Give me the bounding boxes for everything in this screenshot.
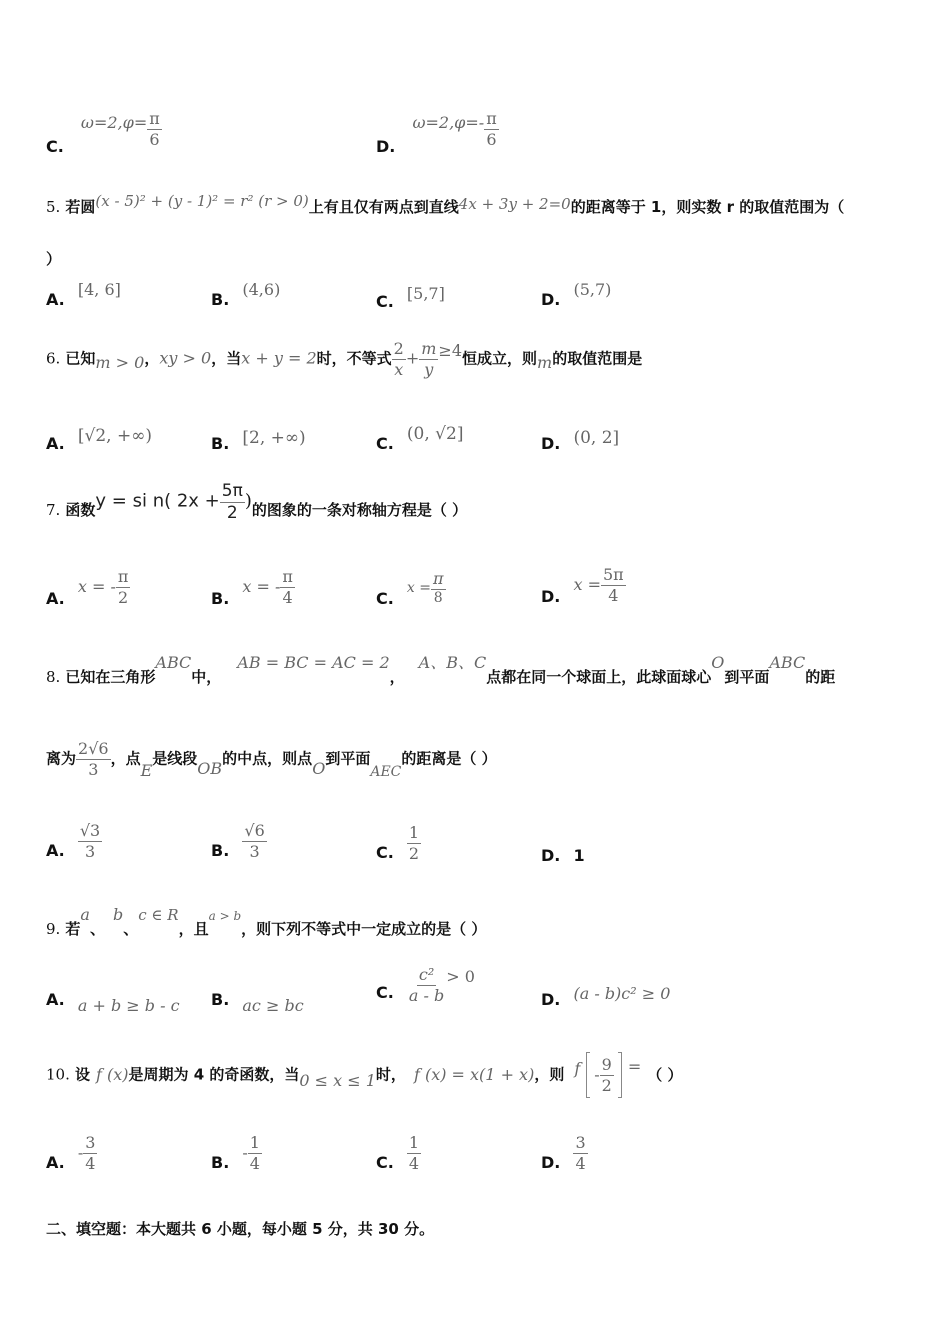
q6-option-c[interactable] (376, 424, 464, 453)
question-number: 10. (46, 1065, 70, 1084)
option-label: A. (46, 434, 65, 453)
option-label: B. (211, 840, 230, 860)
fraction: $\frac{\pi}{2}$ (117, 567, 129, 607)
option-value: [√2, +∞) (77, 426, 152, 446)
line-equation: 4x + 3y + 2=0 (458, 195, 571, 213)
math: O (711, 653, 725, 672)
bracket-left (586, 1052, 590, 1098)
stem-text: 的取值范围是 (552, 349, 643, 368)
question-number: 9. (46, 920, 61, 938)
math: AEC (370, 763, 402, 780)
math: b (112, 905, 124, 924)
q10-option-d[interactable] (541, 1134, 588, 1172)
stem-text: 上有且仅有两点到直线 (308, 198, 459, 216)
option-value: (a - b)c² ≥ 0 (573, 984, 671, 1003)
operator: = (627, 1056, 642, 1076)
option-label: B. (211, 290, 230, 309)
operator: + (405, 348, 420, 368)
stem-text: 是线段 (152, 749, 198, 768)
option-label: C. (376, 842, 394, 862)
q10-option-a[interactable] (46, 1134, 97, 1172)
option-label: B. (211, 1152, 230, 1172)
stem-text: （ ） (647, 1065, 683, 1084)
math: O (312, 758, 326, 778)
math: E (140, 760, 153, 780)
fraction: $\frac{\pi}{6}$ (149, 109, 160, 149)
math: f (x) (95, 1064, 129, 1084)
option-value: x = - (77, 576, 116, 596)
fraction: $\frac{5\pi}{4}$ (602, 565, 624, 605)
stem-text: 设 (74, 1065, 90, 1084)
math: OB (197, 758, 223, 778)
q8-option-c[interactable] (376, 824, 421, 862)
q10-option-c[interactable] (376, 1134, 421, 1172)
question-number: 6. (46, 349, 61, 368)
operator: ≥4 (438, 340, 462, 360)
stem-text: 的距离是（ ） (401, 749, 497, 768)
q5-option-b[interactable] (211, 280, 281, 309)
stem-text: ，当 (211, 349, 242, 368)
option-label: D. (541, 434, 561, 453)
q5-option-d[interactable] (541, 280, 612, 309)
option-value: (5,7) (573, 280, 612, 299)
q6-option-b[interactable] (211, 428, 306, 453)
q10-option-b[interactable] (211, 1134, 262, 1172)
option-label: D. (541, 1152, 561, 1172)
fraction: $\frac{1}{4}$ (249, 1133, 260, 1173)
q6-option-d[interactable] (541, 428, 620, 453)
stem-text: 时，不等式 (316, 349, 392, 368)
stem-text: 若 (65, 920, 81, 938)
stem-text: 若圆 (65, 198, 96, 216)
option-value: x = (406, 580, 431, 597)
variable: m (537, 352, 553, 372)
option-label: D. (541, 846, 561, 865)
paren: ) (244, 490, 252, 512)
question-number: 5. (46, 198, 61, 216)
q10-stem (46, 1052, 683, 1098)
stem-text: 恒成立，则 (462, 349, 538, 368)
fraction: $\frac{\pi}{8}$ (433, 569, 444, 606)
math: a > b (208, 909, 242, 923)
stem-text: ，则下列不等式中一定成立的是（ ） (241, 920, 487, 938)
stem-text: 已知 (65, 349, 96, 368)
q7-stem (46, 482, 467, 522)
option-value: 1 (573, 846, 585, 865)
q7-option-a[interactable] (46, 568, 130, 606)
q9-option-a[interactable] (46, 990, 180, 1015)
q8-stem-line1 (46, 650, 836, 686)
q8-option-a[interactable] (46, 822, 102, 860)
stem-text: 函数 (65, 500, 96, 519)
option-label: B. (211, 588, 230, 608)
fraction: $\frac{5\pi}{2}$ (221, 481, 243, 523)
math: A、B、C (418, 653, 487, 672)
q6-option-a[interactable] (46, 426, 152, 453)
option-label: B. (211, 990, 230, 1009)
circle-equation: (x - 5)² + (y - 1)² = r² (r > 0) (95, 192, 309, 210)
option-value: (0, 2] (573, 428, 620, 448)
option-label: C. (376, 434, 394, 453)
q8-option-d[interactable] (541, 846, 585, 865)
fraction: $\frac{2√6}{3}$ (78, 739, 109, 779)
q9-option-d[interactable] (541, 984, 671, 1009)
option-label: A. (46, 290, 65, 309)
option-value: ac ≥ bc (242, 996, 304, 1015)
stem-text: 时， (375, 1065, 406, 1084)
option-value: x = (573, 574, 601, 594)
option-value: [4, 6] (77, 280, 121, 299)
operator: - (594, 1064, 600, 1084)
math: ABC (769, 653, 806, 672)
fraction: $\frac{√3}{3}$ (79, 821, 101, 861)
stem-text: ，点 (110, 749, 141, 768)
math: c ∈ R (138, 906, 179, 924)
option-label: C. (376, 982, 394, 1002)
option-label: D. (376, 136, 396, 156)
q5-option-c[interactable] (376, 284, 445, 311)
q9-stem (46, 904, 487, 938)
q5-stem (46, 192, 845, 217)
fraction: $\frac{\text{c²}}{a - b}$ (408, 965, 445, 1005)
option-label: D. (541, 586, 561, 606)
q4-option-d[interactable] (376, 104, 499, 156)
math: ABC (155, 653, 192, 672)
math: f (574, 1058, 581, 1078)
stem-text: 的距 (805, 668, 836, 686)
option-value: > 0 (446, 966, 475, 986)
option-label: D. (541, 990, 561, 1009)
option-value: (4,6) (242, 280, 281, 299)
option-label: B. (211, 434, 230, 453)
stem-text: 的中点，则点 (222, 749, 313, 768)
stem-text: 到平面 (325, 749, 371, 768)
fraction: $\frac{2}{x}$ (393, 339, 404, 379)
question-number: 8. (46, 668, 61, 686)
option-value: [5,7] (406, 284, 445, 303)
stem-text: 是周期为 4 的奇函数，当 (128, 1065, 300, 1084)
stem-text: 已知在三角形 (65, 668, 156, 686)
stem-text: ，则 (534, 1065, 565, 1084)
fraction: $\frac{1}{2}$ (408, 823, 420, 863)
option-label: C. (46, 136, 64, 156)
option-sign: - (77, 1142, 84, 1162)
math: AB = BC = AC = 2 (237, 653, 390, 672)
option-value: [2, +∞) (242, 428, 306, 448)
fraction: $\frac{\pi}{6}$ (486, 109, 497, 149)
option-label: A. (46, 588, 65, 608)
math: f (x) = x(1 + x) (413, 1064, 535, 1084)
fraction: $\frac{3}{4}$ (85, 1133, 96, 1173)
q6-stem (46, 340, 642, 378)
fraction: $\frac{3}{4}$ (575, 1133, 586, 1173)
fraction: $\frac{1}{4}$ (408, 1133, 420, 1173)
option-expression: ω=2,φ= (80, 112, 148, 132)
q4-option-c[interactable] (46, 104, 162, 156)
option-label: D. (541, 290, 561, 309)
stem-text: 到平面 (724, 668, 770, 686)
option-value: a + b ≥ b - c (77, 996, 180, 1015)
option-label: A. (46, 840, 65, 860)
math: 0 ≤ x ≤ 1 (299, 1070, 376, 1090)
condition: xy > 0 (159, 348, 212, 368)
question-number: 7. (46, 500, 61, 519)
stem-text: 、 (123, 920, 139, 938)
fraction: $\frac{9}{2}$ (601, 1054, 612, 1095)
math: a (80, 905, 90, 924)
option-label: A. (46, 990, 65, 1009)
option-sign: - (242, 1142, 248, 1162)
q9-option-b[interactable] (211, 990, 304, 1015)
stem-text: 的距离等于 1，则实数 r 的取值范围为（ (570, 198, 845, 216)
q9-option-c[interactable] (376, 966, 475, 1004)
stem-text: 离为 (46, 749, 77, 768)
q5-option-a[interactable] (46, 280, 121, 309)
option-label: C. (376, 589, 394, 609)
q8-stem-line2 (46, 740, 497, 778)
fraction: $\frac{√6}{3}$ (244, 821, 265, 861)
fraction: $\frac{m}{y}$ (421, 339, 437, 379)
condition: m > 0 (95, 352, 145, 372)
stem-text: ，且 (178, 920, 209, 938)
function-expression: y = si n( 2x + (95, 490, 220, 512)
stem-text: ， (389, 668, 405, 686)
option-value: x = - (242, 576, 281, 596)
q8-option-b[interactable] (211, 822, 267, 860)
q7-option-d[interactable] (541, 566, 626, 604)
option-expression: ω=2,φ=- (412, 112, 485, 132)
option-label: A. (46, 1152, 65, 1172)
stem-text: 、 (89, 920, 105, 938)
q5-close-paren: ） (46, 250, 62, 268)
fraction: $\frac{\pi}{4}$ (282, 567, 293, 607)
section-heading: 二、填空题：本大题共 6 小题，每小题 5 分，共 30 分。 (46, 1220, 435, 1238)
condition: x + y = 2 (241, 348, 317, 368)
stem-text: ， (144, 349, 160, 368)
stem-text: 中， (191, 668, 222, 686)
stem-text: 的图象的一条对称轴方程是（ ） (251, 500, 468, 519)
bracket-right (618, 1052, 622, 1098)
option-label: C. (376, 292, 394, 311)
q7-option-c[interactable] (376, 569, 446, 609)
stem-text: 点都在同一个球面上，此球面球心 (486, 668, 712, 686)
option-label: C. (376, 1152, 394, 1172)
q7-option-b[interactable] (211, 568, 295, 606)
option-value: (0, √2] (406, 424, 464, 444)
